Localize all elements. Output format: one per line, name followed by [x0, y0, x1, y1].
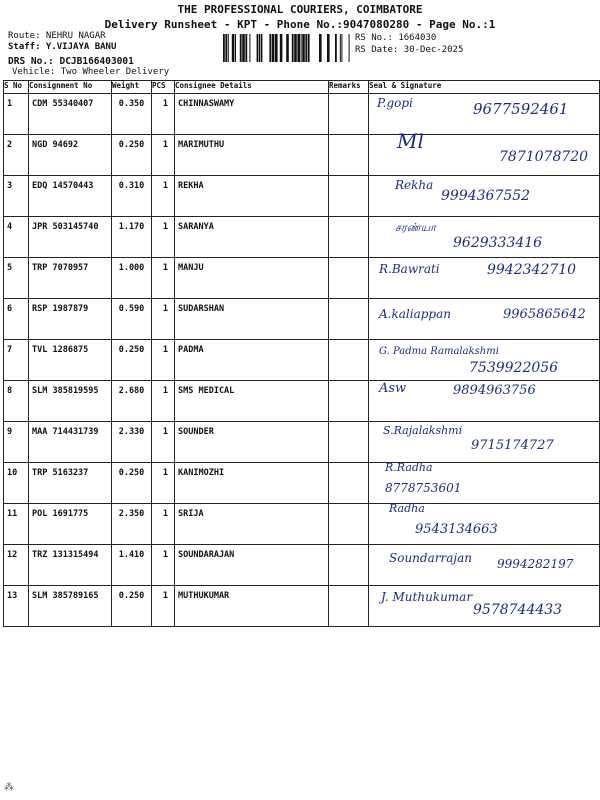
table-row: [4, 135, 600, 176]
barcode-bar: [242, 34, 245, 62]
sno-cell-text: 9: [7, 427, 13, 437]
pcs-cell-text: 1: [162, 304, 168, 314]
pcs-cell: [152, 463, 175, 504]
pcs-cell: [152, 504, 175, 545]
consignee-cell: [175, 176, 329, 217]
signature-name: Rekha: [395, 178, 434, 192]
barcode-bar: [228, 34, 229, 62]
signature-cell: [369, 463, 600, 504]
weight-cell: [112, 463, 152, 504]
pcs-cell-text: 1: [162, 427, 168, 437]
signature-cell: [369, 217, 600, 258]
barcode-bar: [349, 34, 350, 62]
signature-name: சரண்யா: [395, 221, 436, 234]
remarks-cell: [329, 545, 369, 586]
signature-phone: 8778753601: [385, 481, 462, 495]
remarks-cell: [329, 381, 369, 422]
consignment-cell-text: TRP 7070957: [32, 263, 89, 273]
consignee-cell: [175, 586, 329, 627]
pcs-cell-text: 1: [162, 263, 168, 273]
signature-name: J. Muthukumar: [381, 590, 473, 604]
signature-phone: 7871078720: [499, 149, 589, 165]
consignee-cell: [175, 258, 329, 299]
consignment-cell-text: MAA 714431739: [32, 427, 99, 437]
weight-cell: [112, 381, 152, 422]
pcs-cell-text: 1: [162, 509, 168, 519]
weight-cell: [112, 299, 152, 340]
pcs-cell: [152, 586, 175, 627]
corner-mark: ⁂: [4, 782, 14, 793]
barcode-icon: [223, 34, 351, 62]
table-row: [4, 504, 600, 545]
barcode-bar: [261, 34, 263, 62]
sno-cell: [4, 463, 29, 504]
pcs-cell: [152, 94, 175, 135]
table-row: [4, 545, 600, 586]
weight-cell: [112, 586, 152, 627]
consignee-cell: [175, 135, 329, 176]
weight-cell: [112, 258, 152, 299]
weight-cell: [112, 340, 152, 381]
signature-phone: 9994367552: [441, 188, 531, 204]
weight-cell: [112, 422, 152, 463]
sno-cell: [4, 94, 29, 135]
remarks-cell: [329, 586, 369, 627]
signature-cell: [369, 176, 600, 217]
header-sno: S No: [4, 81, 29, 94]
header-pcs: PCS: [152, 81, 175, 94]
remarks-cell: [329, 340, 369, 381]
consignment-cell: [29, 94, 112, 135]
consignee-cell-text: SOUNDER: [178, 427, 214, 437]
weight-cell-text: 0.250: [118, 468, 145, 478]
sno-cell-text: 13: [7, 591, 18, 601]
consignee-cell: [175, 381, 329, 422]
barcode-bar: [272, 34, 275, 62]
consignment-cell: [29, 422, 112, 463]
consignee-cell: [175, 504, 329, 545]
company-title: THE PROFESSIONAL COURIERS, COIMBATORE: [177, 3, 423, 16]
rs-date: RS Date: 30-Dec-2025: [355, 45, 464, 55]
sno-cell: [4, 545, 29, 586]
weight-cell: [112, 135, 152, 176]
barcode-bar: [302, 34, 305, 62]
signature-phone: 9965865642: [503, 307, 586, 322]
pcs-cell-text: 1: [162, 140, 168, 150]
consignment-cell: [29, 504, 112, 545]
consignee-cell-text: KANIMOZHI: [178, 468, 225, 478]
sno-cell-text: 12: [7, 550, 18, 560]
sno-cell: [4, 504, 29, 545]
pcs-cell-text: 1: [162, 386, 168, 396]
consignment-cell-text: RSP 1987879: [32, 304, 89, 314]
consignee-cell: [175, 94, 329, 135]
table-row: [4, 586, 600, 627]
signature-phone: 9677592461: [473, 100, 569, 118]
weight-cell: [112, 176, 152, 217]
consignee-cell-text: CHINNASWAMY: [178, 99, 235, 109]
barcode-bar: [340, 34, 341, 62]
signature-name: Soundarrajan: [389, 551, 472, 565]
barcode-bar: [319, 34, 322, 62]
barcode-bar: [280, 34, 283, 62]
consignment-cell-text: CDM 55340407: [32, 99, 94, 109]
pcs-cell: [152, 135, 175, 176]
barcode-bar: [327, 34, 330, 62]
consignee-cell: [175, 217, 329, 258]
consignee-cell: [175, 340, 329, 381]
barcode-bar: [294, 34, 297, 62]
table-row: [4, 258, 600, 299]
barcode-bar: [249, 34, 250, 62]
consignee-cell: [175, 545, 329, 586]
consignment-cell: [29, 545, 112, 586]
barcode-bar: [341, 34, 342, 62]
barcode-bar: [259, 34, 260, 62]
signature-phone: 9942342710: [487, 262, 577, 278]
consignee-cell-text: SRIJA: [178, 509, 204, 519]
consignment-cell-text: JPR 503145740: [32, 222, 99, 232]
consignee-cell-text: SARANYA: [178, 222, 214, 232]
signature-phone: 9894963756: [453, 383, 536, 398]
weight-cell-text: 2.330: [118, 427, 145, 437]
signature-phone: 9543134663: [415, 522, 498, 537]
weight-cell-text: 0.250: [118, 140, 145, 150]
pcs-cell: [152, 176, 175, 217]
sno-cell-text: 3: [7, 181, 13, 191]
weight-cell-text: 0.250: [118, 345, 145, 355]
signature-phone: 9629333416: [453, 235, 543, 251]
remarks-cell: [329, 135, 369, 176]
barcode-bar: [232, 34, 235, 62]
signature-cell: [369, 422, 600, 463]
weight-cell-text: 2.680: [118, 386, 145, 396]
sno-cell-text: 6: [7, 304, 13, 314]
consignment-cell-text: SLM 385819595: [32, 386, 99, 396]
remarks-cell: [329, 258, 369, 299]
signature-cell: [369, 299, 600, 340]
consignee-cell-text: MARIMUTHU: [178, 140, 225, 150]
signature-cell: [369, 545, 600, 586]
signature-name: R.Bawrati: [379, 262, 440, 276]
barcode-bar: [305, 34, 307, 62]
header-seal: Seal & Signature: [369, 81, 600, 94]
pcs-cell-text: 1: [162, 345, 168, 355]
signature-name: A.kaliappan: [379, 307, 451, 321]
weight-cell-text: 0.310: [118, 181, 145, 191]
weight-cell-text: 0.350: [118, 99, 145, 109]
weight-cell-text: 0.250: [118, 591, 145, 601]
consignment-cell: [29, 340, 112, 381]
signature-name: S.Rajalakshmi: [383, 424, 463, 437]
rs-number: RS No.: 1664030: [355, 33, 437, 43]
signature-cell: [369, 381, 600, 422]
remarks-cell: [329, 217, 369, 258]
consignment-cell: [29, 299, 112, 340]
staff-label: Staff: Y.VIJAYA BANU: [8, 42, 117, 52]
remarks-cell: [329, 299, 369, 340]
pcs-cell-text: 1: [162, 591, 168, 601]
consignment-cell: [29, 463, 112, 504]
consignee-cell-text: REKHA: [178, 181, 204, 191]
weight-cell: [112, 545, 152, 586]
sno-cell: [4, 258, 29, 299]
pcs-cell: [152, 545, 175, 586]
sno-cell: [4, 135, 29, 176]
remarks-cell: [329, 463, 369, 504]
consignee-cell-text: SUDARSHAN: [178, 304, 225, 314]
consignee-cell: [175, 299, 329, 340]
consignment-cell-text: EDQ 14570443: [32, 181, 94, 191]
weight-cell-text: 1.170: [118, 222, 145, 232]
signature-cell: [369, 258, 600, 299]
sno-cell: [4, 586, 29, 627]
barcode-bar: [240, 34, 242, 62]
signature-phone: 9578744433: [473, 602, 563, 618]
header-weight: Weight: [112, 81, 152, 94]
consignment-cell-text: TRZ 131315494: [32, 550, 99, 560]
barcode-bar: [308, 34, 310, 62]
sno-cell-text: 10: [7, 468, 18, 478]
barcode-bar: [223, 34, 225, 62]
signature-phone: 9715174727: [471, 438, 554, 453]
consignment-cell: [29, 258, 112, 299]
weight-cell: [112, 504, 152, 545]
consignment-cell-text: NGD 94692: [32, 140, 79, 150]
runsheet-subtitle: Delivery Runsheet - KPT - Phone No.:9047080280 - Page No.:1: [104, 18, 496, 31]
signature-name: Asw: [379, 381, 407, 396]
sno-cell: [4, 217, 29, 258]
table-row: [4, 463, 600, 504]
consignment-cell: [29, 176, 112, 217]
signature-name: P.gopi: [377, 96, 413, 110]
sno-cell: [4, 299, 29, 340]
table-row: [4, 340, 600, 381]
barcode-bar: [257, 34, 259, 62]
table-row: [4, 422, 600, 463]
pcs-cell-text: 1: [162, 468, 168, 478]
weight-cell-text: 1.000: [118, 263, 145, 273]
consignment-cell: [29, 586, 112, 627]
consignee-cell-text: SMS MEDICAL: [178, 386, 235, 396]
sno-cell: [4, 422, 29, 463]
pcs-cell: [152, 340, 175, 381]
weight-cell-text: 1.410: [118, 550, 145, 560]
consignment-cell: [29, 381, 112, 422]
pcs-cell: [152, 422, 175, 463]
runsheet-table: [3, 80, 600, 627]
consignee-cell: [175, 463, 329, 504]
table-row: [4, 299, 600, 340]
barcode-bar: [301, 34, 302, 62]
header-consignee: Consignee Details: [175, 81, 329, 94]
sno-cell: [4, 340, 29, 381]
consignment-cell: [29, 217, 112, 258]
barcode-bar: [335, 34, 337, 62]
barcode-bar: [235, 34, 236, 62]
signature-phone: 7539922056: [469, 360, 559, 376]
barcode-bar: [292, 34, 294, 62]
sno-cell-text: 4: [7, 222, 13, 232]
sno-cell: [4, 176, 29, 217]
consignee-cell-text: MUTHUKUMAR: [178, 591, 230, 601]
weight-cell-text: 2.350: [118, 509, 145, 519]
vehicle-label: Vehicle: Two Wheeler Delivery: [12, 67, 170, 77]
remarks-cell: [329, 94, 369, 135]
sno-cell-text: 8: [7, 386, 13, 396]
consignment-cell-text: TVL 1286875: [32, 345, 89, 355]
signature-phone: 9994282197: [497, 557, 574, 571]
signature-name: Radha: [389, 502, 425, 515]
table-header-row: [4, 81, 600, 94]
pcs-cell-text: 1: [162, 550, 168, 560]
sno-cell-text: 2: [7, 140, 13, 150]
remarks-cell: [329, 176, 369, 217]
sno-cell-text: 1: [7, 99, 13, 109]
pcs-cell: [152, 299, 175, 340]
consignee-cell-text: PADMA: [178, 345, 204, 355]
consignee-cell-text: MANJU: [178, 263, 204, 273]
barcode-bar: [286, 34, 289, 62]
signature-name: G. Padma Ramalakshmi: [379, 346, 499, 357]
barcode-bar: [269, 34, 271, 62]
remarks-cell: [329, 504, 369, 545]
barcode-bar: [245, 34, 247, 62]
pcs-cell-text: 1: [162, 99, 168, 109]
sno-cell-text: 11: [7, 509, 18, 519]
barcode-bar: [297, 34, 300, 62]
drs-number: DRS No.: DCJB166403001: [8, 56, 134, 67]
header-remarks: Remarks: [329, 81, 369, 94]
signature-name: Ml: [397, 129, 424, 153]
weight-cell: [112, 94, 152, 135]
consignee-cell: [175, 422, 329, 463]
signature-cell: [369, 586, 600, 627]
pcs-cell: [152, 217, 175, 258]
pcs-cell-text: 1: [162, 222, 168, 232]
route-label: Route: NEHRU NAGAR: [8, 31, 106, 41]
consignment-cell-text: TRP 5163237: [32, 468, 89, 478]
sno-cell: [4, 381, 29, 422]
barcode-bar: [225, 34, 227, 62]
sno-cell-text: 5: [7, 263, 13, 273]
barcode-bar: [275, 34, 278, 62]
pcs-cell: [152, 258, 175, 299]
pcs-cell: [152, 381, 175, 422]
consignment-cell: [29, 135, 112, 176]
signature-cell: [369, 340, 600, 381]
table-row: [4, 217, 600, 258]
weight-cell-text: 0.590: [118, 304, 145, 314]
signature-cell: [369, 129, 600, 176]
consignment-cell-text: SLM 385789165: [32, 591, 99, 601]
weight-cell: [112, 217, 152, 258]
remarks-cell: [329, 422, 369, 463]
signature-name: R.Radha: [385, 461, 433, 474]
consignee-cell-text: SOUNDARAJAN: [178, 550, 235, 560]
signature-cell: [369, 504, 600, 545]
table-row: [4, 94, 600, 135]
consignment-cell-text: POL 1691775: [32, 509, 89, 519]
pcs-cell-text: 1: [162, 181, 168, 191]
sno-cell-text: 7: [7, 345, 13, 355]
table-row: [4, 381, 600, 422]
table-row: [4, 176, 600, 217]
header-consignment: Consignment No: [29, 81, 112, 94]
